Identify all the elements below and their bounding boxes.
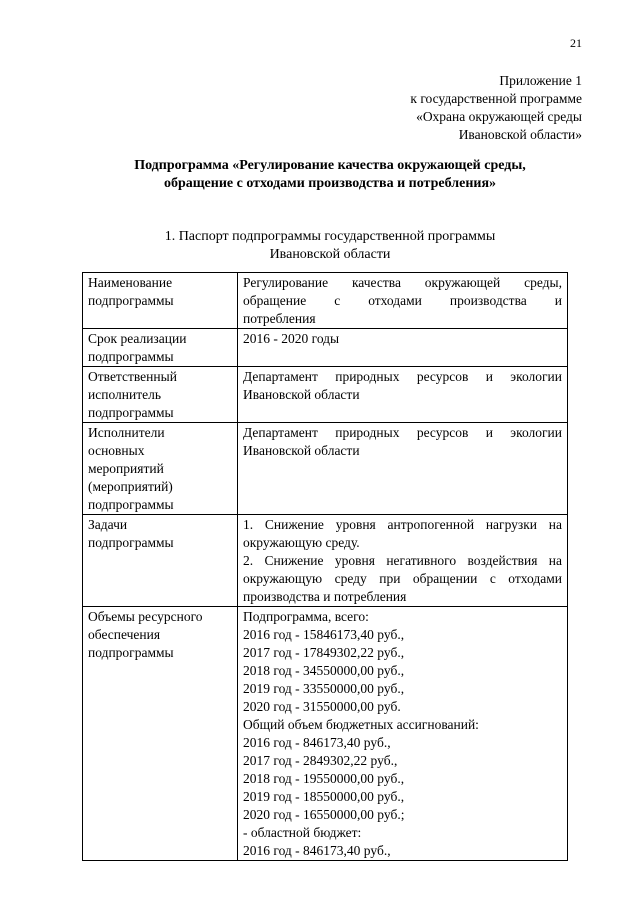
value-line: производства и потребления xyxy=(243,589,407,604)
label-line: подпрограммы xyxy=(88,293,174,308)
value-line: Департамент природных ресурсов и экологии xyxy=(243,425,562,440)
table-row xyxy=(83,423,568,515)
value-line: 2016 год - 846173,40 руб., xyxy=(243,735,391,750)
value-line: 1. Снижение уровня антропогенной нагрузки на xyxy=(243,517,562,532)
row-label-cell xyxy=(83,367,238,423)
value-line: потребления xyxy=(243,311,316,326)
subprogram-title-line: Подпрограмма «Регулирование качества окружающей среды, xyxy=(134,158,526,173)
table-row xyxy=(83,607,568,861)
label-line: обеспечения xyxy=(88,627,161,642)
label-line: Задачи xyxy=(88,517,128,532)
row-label-cell xyxy=(83,329,238,367)
row-label-cell xyxy=(83,607,238,861)
value-line: 2017 год - 2849302,22 руб., xyxy=(243,753,398,768)
table-row xyxy=(83,329,568,367)
value-line: Регулирование качества окружающей среды, xyxy=(243,275,562,290)
appendix-line: Ивановской области» xyxy=(458,127,582,142)
label-line: Наименование xyxy=(88,275,173,290)
value-line: 2020 год - 31550000,00 руб. xyxy=(243,699,401,714)
value-line: 2019 год - 18550000,00 руб., xyxy=(243,789,405,804)
row-value-cell xyxy=(238,423,568,515)
table-row xyxy=(83,515,568,607)
value-line: 2016 год - 15846173,40 руб., xyxy=(243,627,405,642)
table-row xyxy=(83,367,568,423)
label-line: Ответственный xyxy=(88,369,177,384)
appendix-reference xyxy=(410,72,582,144)
value-line: Подпрограмма, всего: xyxy=(243,609,369,624)
value-line: 2016 год - 846173,40 руб., xyxy=(243,843,391,858)
row-value-cell xyxy=(238,273,568,329)
subprogram-title xyxy=(70,157,590,193)
value-line: 2018 год - 19550000,00 руб., xyxy=(243,771,405,786)
label-line: Объемы ресурсного xyxy=(88,609,203,624)
value-line: окружающую среду при обращении с отходами xyxy=(243,571,562,586)
label-line: основных xyxy=(88,443,145,458)
value-line: Ивановской области xyxy=(243,387,360,402)
page-number: 21 xyxy=(570,36,582,50)
label-line: исполнитель xyxy=(88,387,161,402)
passport-title-line: Ивановской области xyxy=(269,247,391,262)
label-line: подпрограммы xyxy=(88,645,174,660)
appendix-line: к государственной программе xyxy=(410,91,582,106)
value-line: 2016 - 2020 годы xyxy=(243,331,340,346)
value-line: окружающую среду. xyxy=(243,535,360,550)
row-value-cell xyxy=(238,367,568,423)
value-line: обращение с отходами производства и xyxy=(243,293,562,308)
value-line: Общий объем бюджетных ассигнований: xyxy=(243,717,479,732)
label-line: подпрограммы xyxy=(88,535,174,550)
appendix-line: «Охрана окружающей среды xyxy=(416,109,582,124)
table-row xyxy=(83,273,568,329)
row-value-cell xyxy=(238,515,568,607)
passport-title xyxy=(70,228,590,264)
passport-title-line: 1. Паспорт подпрограммы государственной программы xyxy=(164,229,496,244)
value-line: Департамент природных ресурсов и экологии xyxy=(243,369,562,384)
row-label-cell xyxy=(83,273,238,329)
value-line: 2017 год - 17849302,22 руб., xyxy=(243,645,405,660)
label-line: Исполнители xyxy=(88,425,165,440)
row-value-cell xyxy=(238,607,568,861)
value-line: 2018 год - 34550000,00 руб., xyxy=(243,663,405,678)
value-line: 2. Снижение уровня негативного воздействия на xyxy=(243,553,562,568)
label-line: подпрограммы xyxy=(88,405,174,420)
label-line: Срок реализации xyxy=(88,331,187,346)
row-value-cell xyxy=(238,329,568,367)
row-label-cell xyxy=(83,515,238,607)
value-line: - областной бюджет: xyxy=(243,825,362,840)
appendix-line: Приложение 1 xyxy=(499,73,582,88)
label-line: (мероприятий) xyxy=(88,479,173,494)
passport-table xyxy=(82,272,568,861)
label-line: подпрограммы xyxy=(88,349,174,364)
value-line: 2019 год - 33550000,00 руб., xyxy=(243,681,405,696)
label-line: мероприятий xyxy=(88,461,164,476)
row-label-cell xyxy=(83,423,238,515)
label-line: подпрограммы xyxy=(88,497,174,512)
subprogram-title-line: обращение с отходами производства и потребления» xyxy=(163,176,497,191)
value-line: 2020 год - 16550000,00 руб.; xyxy=(243,807,405,822)
value-line: Ивановской области xyxy=(243,443,360,458)
